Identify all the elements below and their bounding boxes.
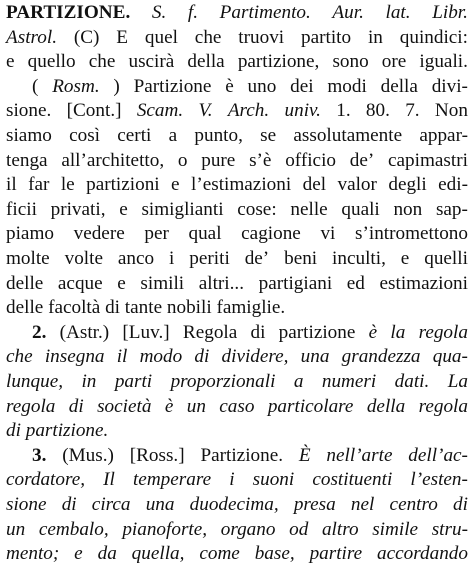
text-run: s’è — [249, 149, 272, 171]
italic-text: modo — [139, 346, 183, 368]
italic-text: cembalo, — [38, 518, 109, 540]
text-run: delle facoltà di tante nobili famiglie. — [6, 297, 286, 319]
text-run: beni — [284, 248, 318, 269]
italic-text: simile — [372, 518, 419, 540]
italic-text: Il — [103, 469, 115, 491]
text-run: quello — [27, 51, 76, 73]
text-run: edi- — [438, 174, 468, 196]
text-line — [0, 468, 472, 492]
text-run: (Mus.) — [62, 444, 114, 466]
text-run: per — [144, 223, 169, 245]
text-line — [0, 518, 472, 542]
italic-text: è — [368, 321, 378, 343]
italic-text: società — [97, 395, 152, 417]
italic-text: temperare — [132, 469, 212, 491]
italic-text: pianoforte, — [122, 518, 208, 540]
text-run: sione. — [6, 100, 52, 122]
italic-text: altro — [321, 518, 359, 540]
text-line — [0, 198, 472, 222]
text-run: il — [6, 174, 17, 196]
italic-text: regola — [6, 395, 56, 417]
text-run: molte — [6, 248, 50, 269]
text-run: divi- — [431, 75, 468, 97]
text-line — [0, 345, 472, 369]
italic-text: la — [390, 321, 406, 343]
text-run: officio — [285, 149, 337, 171]
text-run: ) — [113, 75, 120, 97]
text-run: uscirà — [128, 51, 175, 73]
text-run: far — [28, 174, 50, 196]
text-run: le — [60, 174, 75, 196]
text-run: che — [88, 51, 116, 73]
italic-text: od — [289, 518, 309, 540]
text-run: periti — [189, 248, 230, 269]
text-run: valor — [337, 174, 377, 196]
text-line — [0, 247, 472, 271]
italic-text: duodecima, — [189, 494, 279, 515]
text-run: Non — [434, 100, 468, 122]
text-run: simiglianti — [141, 198, 224, 220]
italic-text: stru- — [431, 518, 468, 540]
text-run: quel — [144, 26, 178, 48]
italic-text: quella, — [131, 543, 185, 565]
text-run: anco — [117, 248, 155, 269]
text-line — [0, 493, 472, 517]
italic-text: da — [97, 543, 117, 565]
text-line — [0, 222, 472, 246]
text-line — [0, 370, 472, 394]
italic-text: un — [6, 518, 26, 540]
text-line — [0, 75, 472, 99]
text-run: dei — [290, 75, 314, 97]
text-run: quali — [341, 198, 380, 220]
text-run: e — [6, 51, 15, 73]
text-run: capimastri — [388, 149, 468, 171]
italic-text: l’esten- — [410, 469, 468, 491]
text-run: de’ — [244, 248, 270, 269]
italic-text: caso — [219, 395, 255, 417]
text-run: partigiani — [258, 272, 333, 294]
italic-text: numeri — [321, 371, 377, 392]
italic-text: Libr. — [432, 2, 468, 23]
text-run: partizioni — [86, 174, 160, 196]
text-run: e — [117, 272, 126, 294]
text-run: certi — [117, 125, 152, 146]
italic-text: f. — [187, 2, 199, 23]
italic-text: una — [145, 494, 175, 515]
italic-text: costituenti — [312, 469, 393, 491]
italic-text: in — [81, 371, 97, 392]
text-run: uno — [247, 75, 277, 97]
text-run: degli — [388, 174, 427, 196]
italic-text: e — [74, 543, 83, 565]
italic-text: è — [164, 395, 174, 417]
text-run: a — [168, 125, 178, 146]
text-run: qual — [188, 223, 222, 245]
text-run: modi — [327, 75, 367, 97]
text-run: e — [119, 198, 128, 220]
text-run: ficii — [6, 198, 37, 220]
text-run: in — [367, 26, 383, 48]
italic-text: circa — [91, 494, 131, 515]
text-run: Partizione. — [200, 444, 284, 466]
italic-text: suoni — [252, 469, 295, 491]
text-run: sap- — [435, 198, 468, 220]
text-run: l’estimazioni — [191, 174, 292, 196]
italic-text: della — [366, 395, 406, 417]
text-run: ore — [381, 51, 407, 73]
text-line — [0, 124, 472, 148]
italic-text: il — [116, 346, 128, 368]
text-run: cose: — [237, 198, 277, 220]
italic-text: di partizione. — [6, 420, 109, 442]
italic-text: parti — [114, 371, 153, 392]
italic-text: Aur. — [332, 2, 364, 23]
text-run: della — [187, 51, 225, 73]
text-run: 1. — [336, 100, 351, 122]
text-run: delle — [6, 272, 44, 294]
italic-text: un — [186, 395, 206, 417]
text-run: partizione — [278, 321, 356, 343]
text-line — [0, 444, 472, 468]
text-run: vi — [320, 223, 336, 245]
italic-text: organo — [220, 518, 276, 540]
headword-or-sense-number: 3. — [32, 444, 47, 466]
text-run: cagione — [241, 223, 301, 245]
text-line — [0, 26, 472, 50]
italic-text: centro — [389, 494, 438, 515]
italic-text: È — [298, 444, 311, 466]
text-run: privati, — [50, 198, 106, 220]
italic-text: dati. — [394, 371, 430, 392]
italic-text: Rosm. — [52, 75, 100, 97]
italic-text: S. — [151, 2, 167, 23]
text-run: della — [380, 75, 418, 97]
headword-or-sense-number: PARTIZIONE. — [6, 2, 131, 23]
text-run: se — [260, 125, 277, 146]
italic-text: di — [194, 346, 210, 368]
italic-text: univ. — [284, 100, 321, 122]
text-run: tenga — [6, 149, 48, 171]
text-run: ed — [346, 272, 365, 294]
text-run: s’intromettono — [355, 223, 468, 245]
italic-text: partire — [309, 543, 363, 565]
italic-text: base, — [254, 543, 295, 565]
text-run: punto, — [194, 125, 243, 146]
text-line — [0, 1, 472, 25]
text-line — [0, 321, 472, 345]
text-line — [0, 99, 472, 123]
text-run: assolutamente — [293, 125, 403, 146]
text-run: è — [225, 75, 234, 97]
italic-text: che — [6, 346, 33, 368]
text-line — [0, 296, 472, 320]
italic-text: lat. — [385, 2, 411, 23]
text-run: iguali. — [419, 51, 468, 73]
italic-text: Scam. — [136, 100, 184, 122]
text-run: de’ — [349, 149, 375, 171]
text-run: siamo — [6, 125, 52, 146]
italic-text: cordatore, — [6, 469, 86, 491]
italic-text: regola — [418, 321, 468, 343]
italic-text: una — [300, 346, 330, 368]
text-run: [Ross.] — [129, 444, 185, 466]
text-run: e — [400, 248, 410, 269]
text-line — [0, 173, 472, 197]
italic-text: a — [293, 371, 304, 392]
italic-text: i — [229, 469, 235, 491]
text-run: appar- — [419, 125, 468, 146]
italic-text: particolare — [267, 395, 354, 417]
text-line — [0, 149, 472, 173]
text-run: nelle — [290, 198, 328, 220]
text-run: (C) — [73, 26, 100, 48]
italic-text: qua- — [432, 346, 468, 368]
text-run: pure — [201, 149, 236, 171]
text-run: o — [177, 149, 188, 171]
text-run: quelli — [424, 248, 468, 269]
italic-text: Partimento. — [219, 2, 311, 23]
text-run: partizione, — [237, 51, 320, 73]
italic-text: Astrol. — [6, 26, 57, 48]
text-run: di — [250, 321, 266, 343]
italic-text: mento; — [6, 543, 60, 565]
text-run: estimazioni — [379, 272, 468, 294]
italic-text: nel — [350, 494, 375, 515]
text-run: volte — [64, 248, 103, 269]
text-line — [0, 50, 472, 74]
italic-text: dell’ac- — [408, 444, 468, 466]
italic-text: Arch. — [227, 100, 270, 122]
text-run: Partizione — [133, 75, 212, 97]
italic-text: come — [199, 543, 240, 565]
text-run: altri... — [198, 272, 245, 294]
text-run: i — [169, 248, 175, 269]
text-run: 80. — [365, 100, 390, 122]
text-run: simili — [140, 272, 185, 294]
italic-text: lunque, — [6, 371, 64, 392]
italic-text: regola — [418, 395, 468, 417]
text-line — [0, 419, 472, 443]
text-line — [0, 542, 472, 566]
italic-text: di — [68, 395, 84, 417]
text-run: vedere — [73, 223, 125, 245]
text-run: ( — [32, 75, 39, 97]
italic-text: La — [447, 371, 468, 392]
italic-text: grandezza — [341, 346, 421, 368]
text-run: [Cont.] — [66, 100, 122, 122]
text-run: acque — [57, 272, 103, 294]
text-run: partito — [301, 26, 352, 48]
text-run: all’architetto, — [61, 149, 165, 171]
italic-text: insegna — [44, 346, 105, 368]
text-run: sono — [332, 51, 369, 73]
text-run: e — [171, 174, 180, 196]
italic-text: di — [453, 494, 468, 515]
text-run: del — [302, 174, 327, 196]
text-run: Regola — [182, 321, 238, 343]
text-run: inculti, — [332, 248, 386, 269]
text-run: così — [69, 125, 101, 146]
italic-text: dividere, — [221, 346, 289, 368]
italic-text: V. — [198, 100, 213, 122]
text-run: non — [393, 198, 423, 220]
text-run: truovi — [238, 26, 285, 48]
text-line — [0, 395, 472, 419]
italic-text: sione — [6, 494, 47, 515]
text-run: [Luv.] — [122, 321, 170, 343]
italic-text: presa — [293, 494, 336, 515]
text-run: piamo — [6, 223, 54, 245]
text-run: che — [194, 26, 222, 48]
text-run: 7. — [405, 100, 420, 122]
text-run: E — [116, 26, 129, 48]
italic-text: di — [61, 494, 77, 515]
text-line — [0, 272, 472, 296]
italic-text: accordando — [377, 543, 468, 565]
headword-or-sense-number: 2. — [32, 321, 47, 343]
text-run: (Astr.) — [59, 321, 110, 343]
text-run: quindici: — [399, 26, 468, 48]
italic-text: nell’arte — [326, 444, 393, 466]
italic-text: proporzionali — [170, 371, 276, 392]
